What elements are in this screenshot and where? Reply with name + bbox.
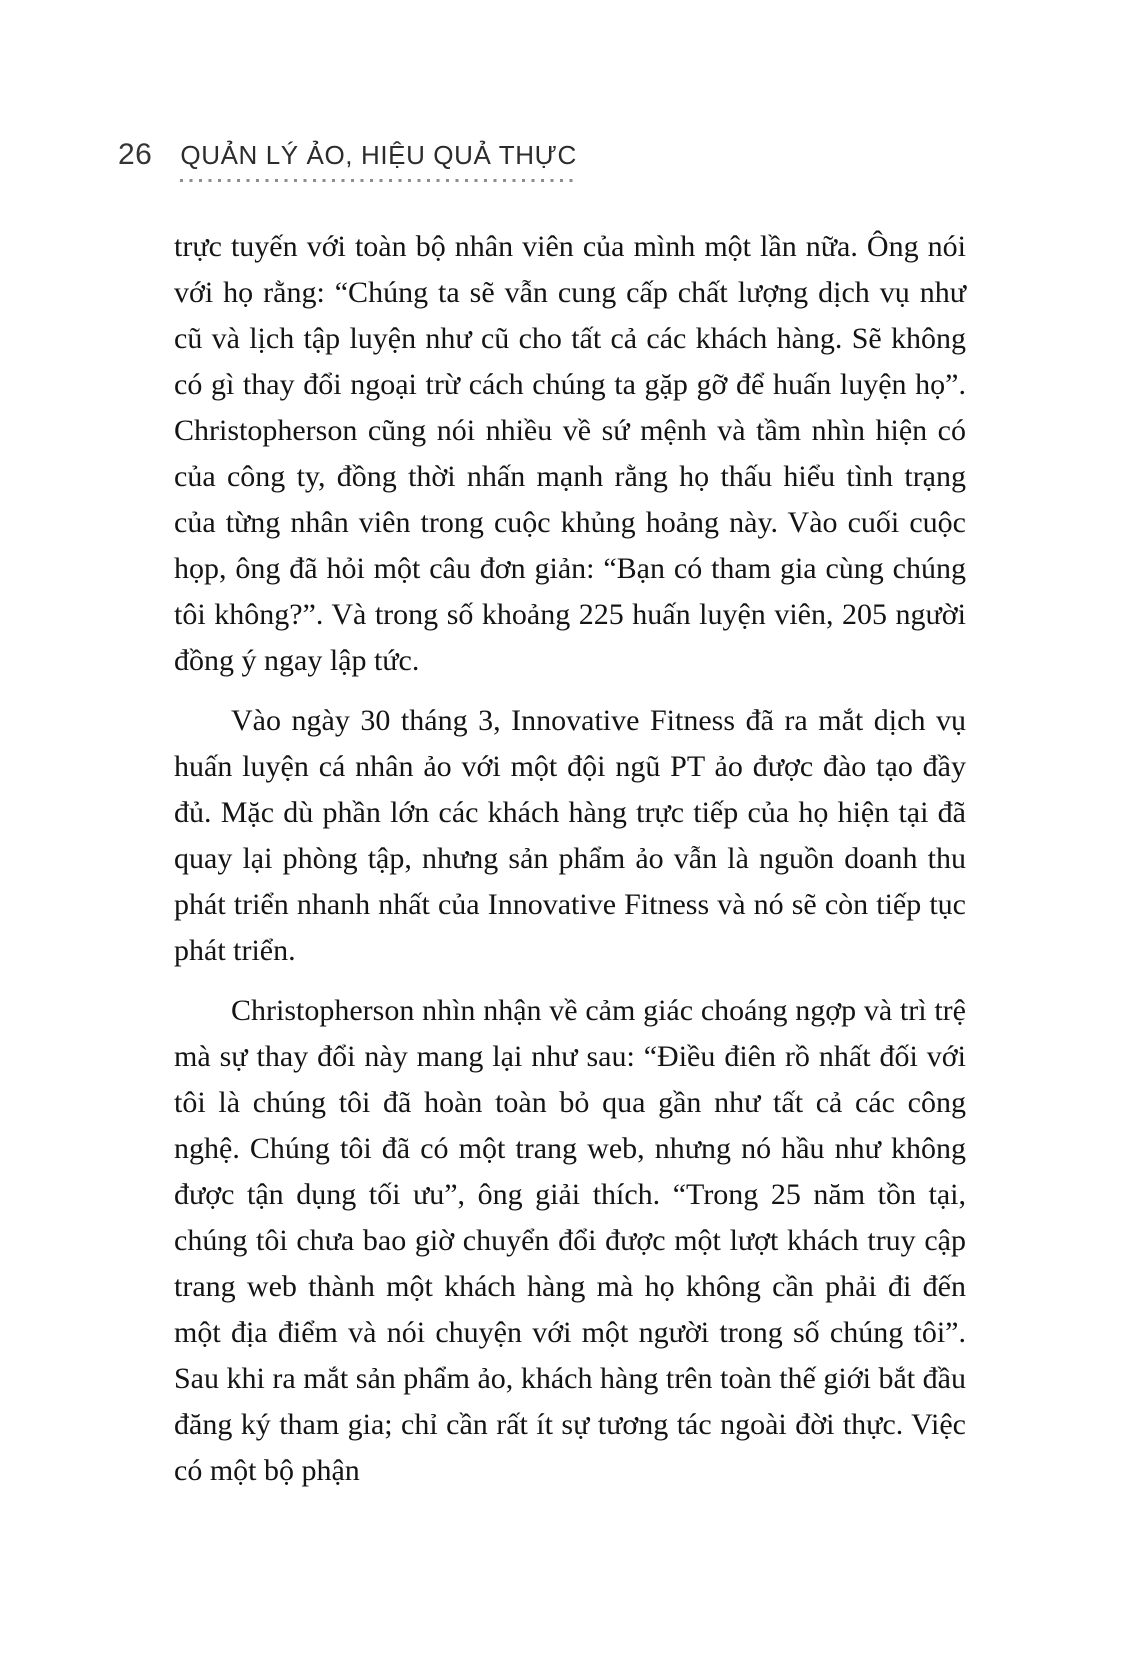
running-header bbox=[118, 138, 577, 182]
body-paragraph: trực tuyến với toàn bộ nhân viên của mình một lần nữa. Ông nói với họ rằng: “Chúng ta sẽ vẫn cung cấp chất lượng dịch vụ như cũ và lịch tập luyện như cũ cho tất cả các khách hàng. Sẽ không có gì thay đổi ngoại trừ cách chúng ta gặp gỡ để huấn luyện họ”. Christopherson cũng nói nhiều về sứ mệnh và tầm nhìn hiện có của công ty, đồng thời nhấn mạnh rằng họ thấu hiểu tình trạng của từng nhân viên trong cuộc khủng hoảng này. Vào cuối cuộc họp, ông đã hỏi một câu đơn giản: “Bạn có tham gia cùng chúng tôi không?”. Và trong số khoảng 225 huấn luyện viên, 205 người đồng ý ngay lập tức. bbox=[174, 230, 966, 677]
header-title-block bbox=[180, 140, 576, 182]
header-dotted-rule bbox=[180, 179, 576, 182]
body-text-block bbox=[174, 224, 966, 1494]
body-paragraph: Christopherson nhìn nhận về cảm giác choáng ngợp và trì trệ mà sự thay đổi này mang lại như sau: “Điều điên rồ nhất đối với tôi là chúng tôi đã hoàn toàn bỏ qua gần như tất cả các công nghệ. Chúng tôi đã có một trang web, nhưng nó hầu như không được tận dụng tối ưu”, ông giải thích. “Trong 25 năm tồn tại, chúng tôi chưa bao giờ chuyển đổi được một lượt khách truy cập trang web thành một khách hàng mà họ không cần phải đi đến một địa điểm và nói chuyện với một người trong số chúng tôi”. Sau khi ra mắt sản phẩm ảo, khách hàng trên toàn thế giới bắt đầu đăng ký tham gia; chỉ cần rất ít sự tương tác ngoài đời thực. Việc có một bộ phận bbox=[174, 994, 966, 1487]
page-number: 26 bbox=[118, 138, 153, 171]
running-header-title: QUẢN LÝ ẢO, HIỆU QUẢ THỰC bbox=[180, 140, 577, 170]
body-paragraph: Vào ngày 30 tháng 3, Innovative Fitness đã ra mắt dịch vụ huấn luyện cá nhân ảo với một đội ngũ PT ảo được đào tạo đầy đủ. Mặc dù phần lớn các khách hàng trực tiếp của họ hiện tại đã quay lại phòng tập, nhưng sản phẩm ảo vẫn là nguồn doanh thu phát triển nhanh nhất của Innovative Fitness và nó sẽ còn tiếp tục phát triển. bbox=[174, 704, 966, 967]
